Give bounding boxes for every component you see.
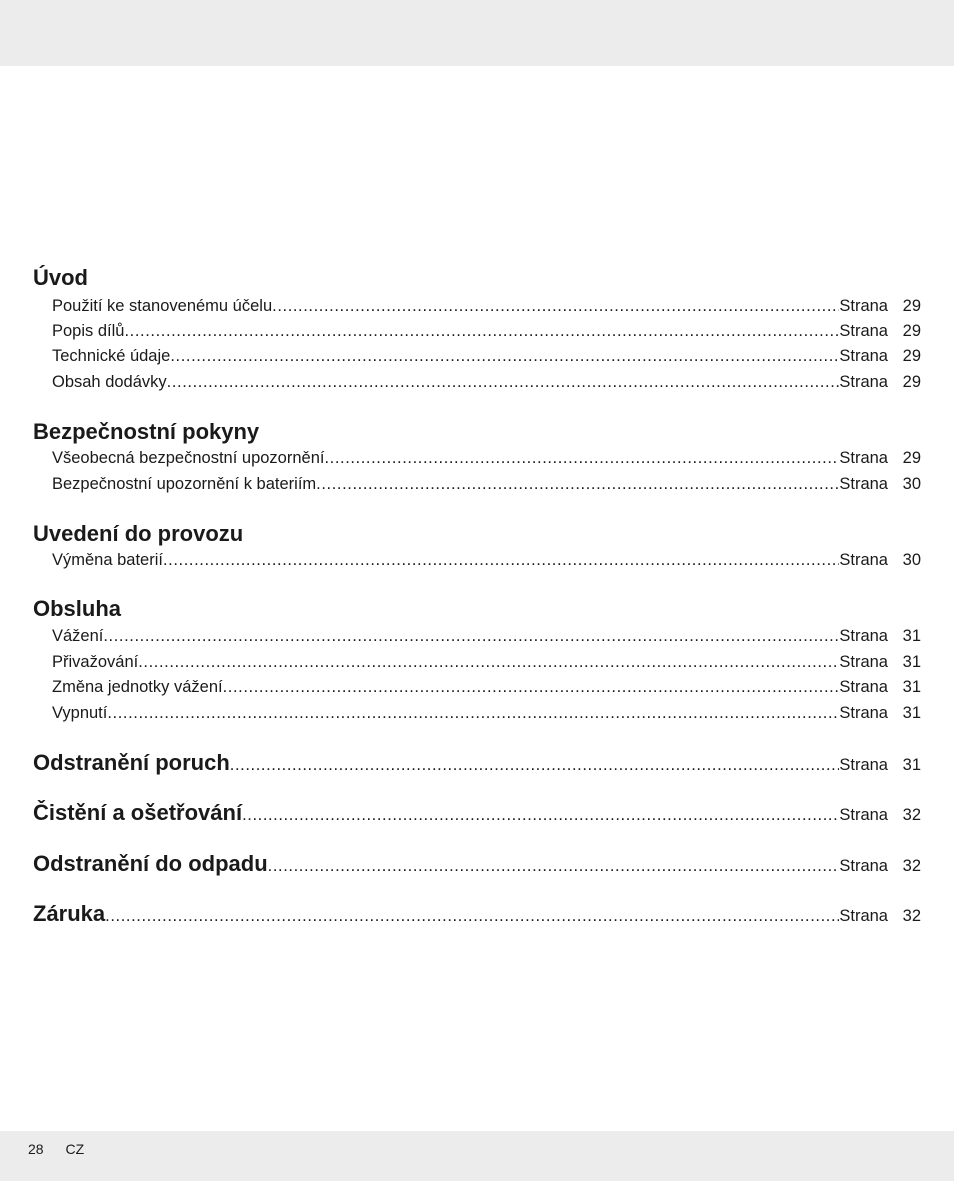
- page-word: Strana: [839, 653, 888, 671]
- toc-item-page: [839, 322, 921, 341]
- toc-item[interactable]: [52, 627, 921, 646]
- footer-language: CZ: [65, 1141, 85, 1157]
- toc-entry-label: Odstranění do odpadu: [33, 851, 268, 876]
- page-number: 30: [902, 551, 921, 569]
- toc-entry-page: [839, 857, 921, 876]
- leader-dots: [242, 806, 839, 825]
- page-number: 32: [902, 806, 921, 824]
- page-number: 29: [902, 373, 921, 391]
- page-word: Strana: [839, 347, 888, 365]
- section-title-obsluha: Obsluha: [33, 596, 122, 621]
- page-word: Strana: [839, 551, 888, 569]
- leader-dots: [105, 907, 839, 926]
- toc-item-label: Všeobecná bezpečnostní upozornění: [52, 449, 325, 467]
- page-number: 31: [902, 678, 921, 696]
- toc-entry-label: Záruka: [33, 901, 106, 926]
- toc-item-page: [839, 627, 921, 646]
- leader-dots: [107, 704, 839, 723]
- toc-entry-page: [839, 806, 921, 825]
- footer-band: [0, 1131, 954, 1181]
- toc-item[interactable]: [52, 475, 921, 494]
- section-title-uvedeni-do-provozu: Uvedení do provozu: [33, 521, 244, 546]
- toc-item-label: Popis dílů: [52, 322, 125, 340]
- leader-dots: [324, 449, 839, 468]
- toc-entry-label: Čistění a ošetřování: [33, 800, 243, 825]
- toc-item-page: [839, 704, 921, 723]
- page-number: 30: [902, 475, 921, 493]
- page-number: 31: [902, 756, 921, 774]
- leader-dots: [167, 373, 840, 392]
- toc-item-page: [839, 653, 921, 672]
- section-title-bezpecnostni-pokyny: Bezpečnostní pokyny: [33, 419, 260, 444]
- page-word: Strana: [839, 449, 888, 467]
- leader-dots: [272, 297, 839, 316]
- leader-dots: [230, 756, 840, 775]
- page-number: 31: [902, 653, 921, 671]
- toc-entry-page: [839, 907, 921, 926]
- toc-item[interactable]: [52, 653, 921, 672]
- leader-dots: [163, 551, 839, 570]
- toc-item-label: Použití ke stanovenému účelu: [52, 297, 273, 315]
- toc-item-page: [839, 347, 921, 366]
- page-number: 29: [902, 449, 921, 467]
- toc-item-page: [839, 678, 921, 697]
- toc-item-label: Změna jednotky vážení: [52, 678, 223, 696]
- footer: [28, 1141, 84, 1157]
- toc-item[interactable]: [52, 297, 921, 316]
- page-word: Strana: [839, 756, 888, 774]
- toc-item[interactable]: [52, 551, 921, 570]
- leader-dots: [170, 347, 839, 366]
- toc-item-label: Obsah dodávky: [52, 373, 167, 391]
- toc-item-label: Vážení: [52, 627, 104, 645]
- toc-item[interactable]: [52, 678, 921, 697]
- page-word: Strana: [839, 475, 888, 493]
- toc-item[interactable]: [52, 373, 921, 392]
- page-number: 29: [902, 297, 921, 315]
- toc-item[interactable]: [52, 347, 921, 366]
- toc-entry-odstraneni-poruch[interactable]: [33, 750, 921, 776]
- page-number: 31: [902, 627, 921, 645]
- toc-item-page: [839, 551, 921, 570]
- page-word: Strana: [839, 322, 888, 340]
- page-word: Strana: [839, 704, 888, 722]
- toc-item-label: Přivažování: [52, 653, 139, 671]
- page-word: Strana: [839, 678, 888, 696]
- toc-entry-zaruka[interactable]: [33, 901, 921, 927]
- toc-item-page: [839, 373, 921, 392]
- toc-item-label: Vypnutí: [52, 704, 108, 722]
- toc-entry-label: Odstranění poruch: [33, 750, 230, 775]
- toc-item[interactable]: [52, 449, 921, 468]
- page-word: Strana: [839, 627, 888, 645]
- footer-page-number: 28: [28, 1141, 44, 1157]
- leader-dots: [138, 653, 839, 672]
- leader-dots: [316, 475, 839, 494]
- toc-item-label: Technické údaje: [52, 347, 171, 365]
- toc-item-page: [839, 297, 921, 316]
- toc-item-label: Výměna baterií: [52, 551, 163, 569]
- page-word: Strana: [839, 297, 888, 315]
- page-number: 29: [902, 347, 921, 365]
- toc-item-page: [839, 449, 921, 468]
- section-title-uvod: Úvod: [33, 265, 88, 290]
- toc-entry-cisteni[interactable]: [33, 800, 921, 826]
- toc-item[interactable]: [52, 322, 921, 341]
- page-word: Strana: [839, 907, 888, 925]
- toc-item-label: Bezpečnostní upozornění k bateriím: [52, 475, 317, 493]
- page-word: Strana: [839, 857, 888, 875]
- page-word: Strana: [839, 806, 888, 824]
- page-number: 32: [902, 907, 921, 925]
- page-number: 32: [902, 857, 921, 875]
- page-number: 29: [902, 322, 921, 340]
- leader-dots: [223, 678, 840, 697]
- leader-dots: [103, 627, 839, 646]
- toc-entry-page: [839, 756, 921, 775]
- toc-entry-odstraneni-do-odpadu[interactable]: [33, 851, 921, 877]
- toc-item-page: [839, 475, 921, 494]
- page-word: Strana: [839, 373, 888, 391]
- leader-dots: [268, 857, 840, 876]
- leader-dots: [124, 322, 839, 341]
- header-band: [0, 0, 954, 66]
- toc-item[interactable]: [52, 704, 921, 723]
- page-number: 31: [902, 704, 921, 722]
